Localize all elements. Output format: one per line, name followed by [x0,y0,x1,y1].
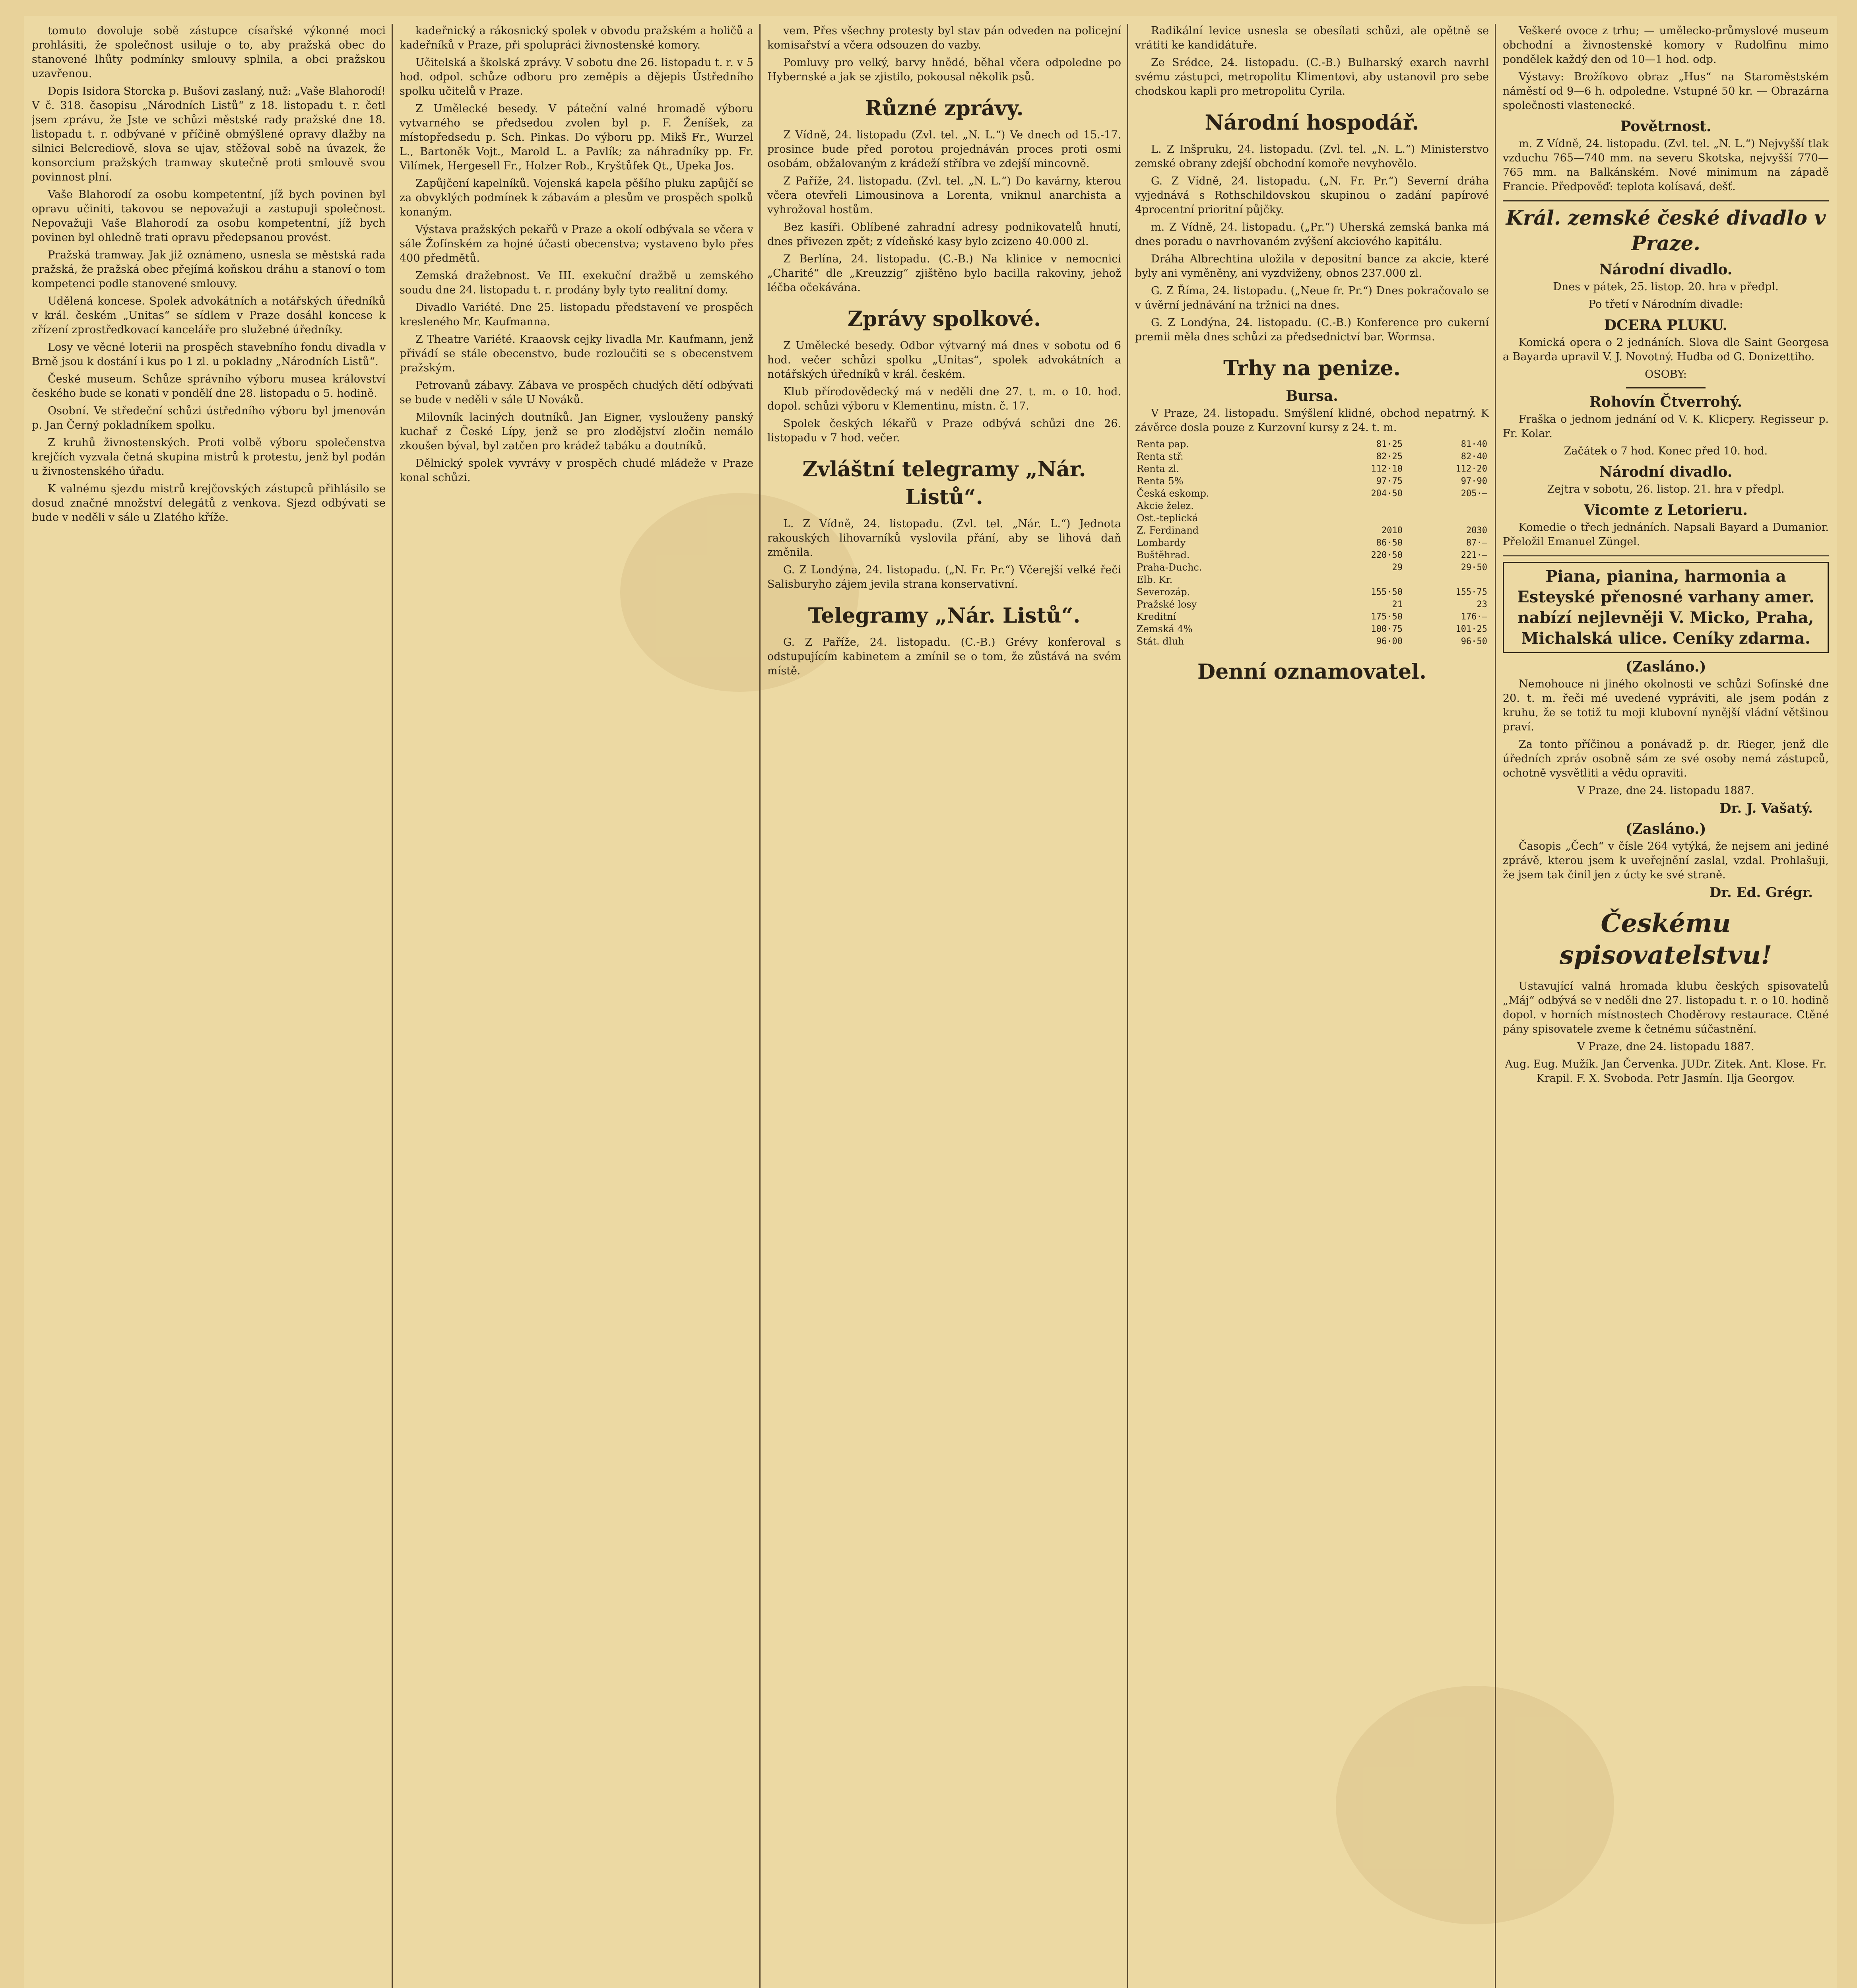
market-name: Renta 5% [1137,476,1184,487]
market-name: Česká eskomp. [1137,488,1209,499]
market-bid: 175·50 [1371,612,1403,622]
market-name: Elb. Kr. [1137,574,1173,585]
article: Z kruhů živnostenských. Proti volbě výboru společenstva krejčích vyzvala četná skupina mistrů k protestu, jenž byl podán u živnostenského úřadu. [32,437,386,478]
article: Výstavy: Brožíkovo obraz „Hus“ na Staroměstském náměstí od 9—6 h. odpoledne. Vstupné 50 kr. — Obrazárna společnosti vlastenecké. [1503,71,1829,112]
article: Veškeré ovoce z trhu; — umělecko-průmyslové museum obchodní a živnostenské komory v Rudolfinu mimo pondělek každý den od 10—1 hod. odp. [1503,25,1829,66]
market-row [1135,586,1489,598]
national-theater-heading: Národní divadlo. [1599,261,1733,278]
market-row [1135,561,1489,574]
market-ask: 96·50 [1461,637,1487,646]
market-bid: 112·10 [1371,464,1403,474]
article: Učitelská a školská zprávy. V sobotu dne 26. listopadu t. r. v 5 hod. odpol. schůze odboru pro zeměpis a dějepis Ústředního spolku učitelů v Praze. [400,56,753,97]
article: G. Z Londýna, 24. listopadu. („N. Fr. Pr.“) Včerejší velké řeči Salisburyho zájem jevila strana konservativní. [767,564,1121,590]
market-row [1135,450,1489,463]
market-ask: 155·75 [1455,587,1487,597]
market-name: Renta stř. [1137,451,1184,462]
article: Radikální levice usnesla se obesílati schůzi, ale opětně se vrátiti ke kandidátuře. [1135,25,1489,51]
author-call-text: Ustavující valná hromada klubu českých spisovatelů „Máj“ odbývá se v neděli dne 27. listopadu t. r. o 10. hodině dopol. v horních místnostech Choděrovy restaurace. Ctěné pány spisovatele zveme k četnému súčastnění. [1503,980,1829,1035]
market-bid: 96·00 [1376,637,1403,646]
market-bid: 97·75 [1376,476,1403,486]
article: G. Z Londýna, 24. listopadu. (C.-B.) Konference pro cukerní premii měla dnes schůzi za předsednictví bar. Wormsa. [1135,316,1489,343]
weather-heading: Povětrnost. [1620,118,1711,135]
market-name: Renta pap. [1137,439,1189,450]
article: Ze Srédce, 24. listopadu. (C.-B.) Bulharský exarch navrhl svému zástupci, metropolitu Klimentovi, aby ustanovil pro sebe chodskou kapli pro metropolitu Cyrila. [1135,56,1489,97]
article: Divadlo Variété. Dne 25. listopadu představení ve prospěch kresleného Mr. Kaufmanna. [400,301,753,328]
weather-text: m. Z Vídně, 24. listopadu. (Zvl. tel. „N. L.“) Nejvyšší tlak vzduchu 765—740 mm. na severu Skotska, nejvyšší 770—765 mm. na Balkánském. Nové minimum na západě Francie. Předpověď: teplota kolísavá, dešť. [1503,138,1829,193]
theater-play: DCERA PLUKU. [1604,317,1728,334]
column-divider [1495,24,1496,1988]
theater-second-play: Vicomte z Letorieru. [1583,502,1748,518]
article: L. Z Inšpruku, 24. listopadu. (Zvl. tel. „N. L.“) Ministerstvo zemské obrany zdejší obchodní komoře nevyhovělo. [1135,143,1489,170]
market-ask: 97·90 [1461,476,1487,486]
newspaper-page [24,16,1837,1988]
article: České museum. Schůze správního výboru musea království českého bude se konati v pondělí dne 28. listopadu o 5. hodině. [32,373,386,400]
theater-box [1503,200,1829,557]
market-row [1135,500,1489,512]
column-divider [392,24,393,1988]
market-row [1135,611,1489,623]
theater-second-date: Zejtra v sobotu, 26. listop. 21. hra v předpl. [1547,483,1785,495]
market-name: Zemská 4% [1137,623,1193,635]
other-play-title: Rohovín Čtverrohý. [1589,394,1742,410]
market-ask: 221·— [1461,550,1487,560]
article: Vaše Blahorodí za osobu kompetentní, jíž bych povinen byl opravu učiniti, takovou se nepovažuji a zastupuji společnost. Nepovažuji Vaše Blahorodí za osobu kompetentní, jíž bych povinen byl ohledně trati opravu předepsanou provést. [32,188,386,244]
market-bid: 100·75 [1371,624,1403,634]
market-name: Ost.-teplická [1137,513,1198,524]
article: tomuto dovoluje sobě zástupce císařské výkonné moci prohlásiti, že společnost usiluje o to, aby pražská obec do stanovené lhůty podmínky smlouvy splnila, a obci pražskou uzavřenou. [32,25,386,80]
market-ask: 205·— [1461,489,1487,499]
article: L. Z Vídně, 24. listopadu. (Zvl. tel. „Nár. L.“) Jednota rakouských lihovarníků vyslovila přání, aby se lihová daň změnila. [767,518,1121,559]
divider [1626,387,1706,388]
market-table [1135,438,1489,648]
theater-start: Začátek o 7 hod. Konec před 10. hod. [1564,445,1768,457]
market-name: Z. Ferdinand [1137,525,1199,536]
market-row [1135,512,1489,524]
market-row [1135,574,1489,586]
market-row [1135,487,1489,500]
article: Spolek českých lékařů v Praze odbývá schůzi dne 26. listopadu v 7 hod. večer. [767,417,1121,444]
market-name: Renta zl. [1137,463,1180,474]
article: Zapůjčení kapelníků. Vojenská kapela pěšího pluku zapůjčí se za obvyklých podmínek k zábavám a plesům ve prospěch spolků konaným. [400,177,753,218]
column-divider [1127,24,1128,1988]
zaslano-text: Za tonto příčinou a ponávadž p. dr. Rieger, jenž dle úředních zpráv osobně sám ze své osoby nemá zástupců, ochotně vysvětliti a vědu opraviti. [1503,738,1829,779]
article: Udělená koncese. Spolek advokátních a notářských úředníků v král. českém „Unitas“ se sídlem v Praze dosáhl koncese k zřízení zprostředkovací kanceláře pro služebné úředníky. [32,295,386,336]
theater-second-desc: Komedie o třech jednáních. Napsali Bayard a Dumanior. Přeložil Emanuel Züngel. [1503,521,1829,548]
zaslano-text: Nemohouce ni jiného okolnosti ve schůzi Sofínské dne 20. t. m. řeči mé uvedené vypráviti, ale jsem podán z kruhu, že se totiž tu moji klubovní nynější vládní většinou praví. [1503,678,1829,733]
market-row [1135,598,1489,611]
market-ask: 81·40 [1461,439,1487,449]
column-5 [1503,24,1829,1988]
market-bid [1319,500,1404,512]
market-name: Stát. dluh [1137,636,1184,647]
market-row [1135,438,1489,450]
section-heading-market: Trhy na penize. [1223,356,1401,381]
market-ask [1404,574,1489,586]
market-ask: 112·20 [1455,464,1487,474]
market-ask: 87·— [1466,538,1487,548]
market-name: Kreditní [1137,611,1176,622]
article: Z Berlína, 24. listopadu. (C.-B.) Na klinice v nemocnici „Charité“ dle „Kreuzzig“ zjištěno bylo bacilla rakoviny, jehož léčba očekávána. [767,253,1121,294]
author-call-heading: Českému spisovatelstvu! [1559,909,1772,970]
article: Z Umělecké besedy. V páteční valné hromadě výboru vytvarného se předsedou zvolen byl p. F. Ženíšek, za místopředsedu p. Sch. Pinkas. Do výboru pp. Mikš Fr., Wurzel L., Bartoněk Vojt., Marold L. a Pavlík; za náhradníky pp. Fr. Vilímek, Hergesell Fr., Holzer Rob., Kryštůfek Qt., Upeka Jos. [400,103,753,172]
article: G. Z Říma, 24. listopadu. („Neue fr. Pr.“) Dnes pokračovalo se v úvěrní jednávání na tržnici na dnes. [1135,285,1489,311]
market-row [1135,524,1489,537]
bursa-heading: Bursa. [1286,388,1338,404]
signature-gregr: Dr. Ed. Grégr. [1709,885,1813,901]
article: m. Z Vídně, 24. listopadu. („Pr.“) Uherská zemská banka má dnes poradu o navrhovaném zvýšení akciového kapitálu. [1135,221,1489,248]
other-play-desc: Fraška o jednom jednání od V. K. Klicpery. Regisseur p. Fr. Kolar. [1503,413,1829,440]
market-bid: 204·50 [1371,489,1403,499]
article: Pomluvy pro velký, barvy hnědé, běhal včera odpoledne po Hybernské a jak se zjistilo, pokousal několik psů. [767,56,1121,83]
market-bid: 2010 [1382,526,1403,536]
market-bid [1319,512,1404,524]
market-row [1135,463,1489,475]
article: kadeřnický a rákosnický spolek v obvodu pražském a holičů a kadeřníků v Praze, při spolupráci živnostenské komory. [400,25,753,51]
national-theater-heading-2: Národní divadlo. [1599,464,1733,480]
market-name: Lombardy [1137,537,1186,548]
signature-vasaty: Dr. J. Vašatý. [1719,800,1813,816]
article: Z Theatre Variété. Kraaovsk cejky livadla Mr. Kaufmann, jenž přivádí se stále obecenstvo, bude rozloučiti se s obecenstvem pražským. [400,333,753,374]
section-heading-telegrams: Zvláštní telegramy „Nár. Listů“. [802,457,1086,509]
section-heading-economy: Národní hospodář. [1205,111,1419,135]
article: Výstava pražských pekařů v Praze a okolí odbývala se včera v sále Žofínském za hojné účasti obecenstva; vystaveno bylo přes 400 předmětů. [400,223,753,264]
piano-ad: Piana, pianina, harmonia a Esteyské přenosné varhany amer. nabízí nejlevněji V. Mickо, Praha, Michalská ulice. Ceníky zdarma. [1503,562,1829,653]
market-bid: 86·50 [1376,538,1403,548]
market-row [1135,475,1489,487]
market-ask: 2030 [1466,526,1487,536]
article: G. Z Paříže, 24. listopadu. (C.-B.) Grévy konferoval s odstupujícím kabinetem a zmínil se o tom, že zůstává na svém místě. [767,636,1121,677]
article: Pražská tramway. Jak již oznámeno, usnesla se městská rada pražská, že pražská obec přejímá koňskou dráhu a stanoví o tom kompetenci podle stanovené smlouvy. [32,249,386,290]
market-row [1135,635,1489,648]
market-name: Akcie želez. [1137,500,1194,511]
market-bid: 82·25 [1376,452,1403,462]
theater-persons: OSOBY: [1645,368,1687,381]
market-ask: 82·40 [1461,452,1487,462]
article: Z Umělecké besedy. Odbor výtvarný má dnes v sobotu od 6 hod. večer schůzi spolku „Unitas“, spolek advokátních a notářských úředníků v král. českém. [767,340,1121,381]
article: vem. Přes všechny protesty byl stav pán odveden na policejní komisařství a včera odsouzen do vazby. [767,25,1121,51]
market-name: Praha-Duchc. [1137,562,1202,573]
article: Bez kasíři. Oblíbené zahradní adresy podnikovatelů hnutí, dnes přivezen zpět; z vídeňské kasy bylo zcizeno 40.000 zl. [767,221,1121,248]
article: Dopis Isidora Storcka p. Bušovi zaslaný, nuž: „Vaše Blahorodí! V č. 318. časopisu „Národních Listů“ z 18. listopadu t. r. četl jsem zprávu, že Jste ve schůzi městské rady pražské dne 18. listopadu t. r. odbývané v příčině obmýšlené opravy dlažby na silnici Belcrediově, slova se ujav, stěžoval sobě na úvazek, že konsorcium pražských tramway skutečně proti smlouvě svou povinnost plní. [32,85,386,183]
column-2 [400,24,753,1988]
market-bid: 155·50 [1371,587,1403,597]
section-heading-daily: Denní oznamovatel. [1197,660,1426,684]
article: Dráha Albrechtina uložila v depositní bance za akcie, které byly ani vyměněny, ani vyzdviženy, obnos 237.000 zl. [1135,253,1489,280]
theater-play-line: Po třetí v Národním divadle: [1588,298,1743,311]
market-intro: V Praze, 24. listopadu. Smýšlení klidné, obchod nepatrný. K závěrce dosla pouze z Kurzovní kursy z 24. t. m. [1135,407,1489,434]
market-bid: 81·25 [1376,439,1403,449]
theater-desc: Komická opera o 2 jednáních. Slova dle Saint Georgesa a Bayarda upravil V. J. Novotný. Hudba od G. Donizettiho. [1503,336,1829,363]
market-row [1135,549,1489,561]
zaslano-heading-2: (Zasláno.) [1625,821,1706,837]
article: Z Vídně, 24. listopadu (Zvl. tel. „N. L.“) Ve dnech od 15.-17. prosince bude před porotou projednáván proces proti osmi osobám, obžalovaným z krádeží stříbra ve zdejší mincovně. [767,129,1121,170]
section-heading-clubs: Zprávy spolkové. [847,307,1041,331]
theater-date: Dnes v pátek, 25. listop. 20. hra v předpl. [1553,281,1779,293]
market-ask: 23 [1477,600,1487,610]
column-1 [32,24,386,1988]
market-name: Pražské losy [1137,599,1197,610]
section-heading-misc: Různé zprávy. [865,96,1024,120]
article: Z Paříže, 24. listopadu. (Zvl. tel. „N. L.“) Do kavárny, kterou včera otevřeli Limousinova a Lorenta, vniknul anarchista a vyhrožoval hostům. [767,175,1121,216]
market-row [1135,623,1489,635]
author-call-date: V Praze, dne 24. listopadu 1887. [1577,1041,1754,1053]
article: Losy ve věcné loterii na prospěch stavebního fondu divadla v Brně jsou k dostání i kus po 1 zl. u pokladny „Národních Listů“. [32,341,386,368]
article: Milovník laciných doutníků. Jan Eigner, vyslouženy panský kuchař z České Lípy, jenž se pro zlodějství zločin nemálo zkoušen býval, byl zatčen pro krádež tabáku a doutníků. [400,411,753,452]
market-bid: 220·50 [1371,550,1403,560]
zaslano-heading: (Zasláno.) [1625,658,1706,675]
section-heading-telegrams-2: Telegramy „Nár. Listů“. [808,604,1081,628]
article: Zemská dražebnost. Ve III. exekuční dražbě u zemského soudu dne 24. listopadu t. r. prodány byly tyto realitní domy. [400,270,753,296]
market-bid: 21 [1392,600,1403,610]
market-ask [1404,500,1489,512]
column-3 [767,24,1121,1988]
article: Osobní. Ve středeční schůzi ústředního výboru byl jmenován p. Jan Černý pokladníkem spolku. [32,405,386,431]
column-divider [759,24,761,1988]
market-ask: 101·25 [1455,624,1487,634]
market-bid [1319,574,1404,586]
zaslano-date: V Praze, dne 24. listopadu 1887. [1577,784,1754,797]
market-ask: 29·50 [1461,563,1487,573]
market-name: Severozáp. [1137,586,1190,598]
market-bid: 29 [1392,563,1403,573]
article: G. Z Vídně, 24. listopadu. („N. Fr. Pr.“) Severní dráha vyjednává s Rothschildovskou skupinou o zadání papírové 4procentní prioritní půjčky. [1135,175,1489,216]
column-4 [1135,24,1489,1988]
article: K valnému sjezdu mistrů krejčovských zástupců přihlásilo se dosud značné množství delegátů z venkova. Sjezd odbývati se bude v neděli v sále u Zlatého kříže. [32,483,386,524]
market-ask: 176·— [1461,612,1487,622]
author-names: Aug. Eug. Mužík. Jan Červenka. JUDr. Zitek. Ant. Klose. Fr. Krapil. F. X. Svoboda. Petr Jasmín. Ilja Georgov. [1505,1058,1827,1085]
market-ask [1404,512,1489,524]
article: Klub přírodovědecký má v neděli dne 27. t. m. o 10. hod. dopol. schůzi výboru v Klementinu, místn. č. 17. [767,386,1121,412]
market-name: Buštěhrad. [1137,549,1190,561]
article: Dělnický spolek vyvrávy v prospěch chudé mládeže v Praze konal schůzi. [400,457,753,484]
zaslano2-text: Časopis „Čech“ v čísle 264 vytýká, že nejsem ani jediné zprávě, kterou jsem k uveřejnění zaslal, vzdal. Prohlašuji, že jsem tak činil jen z úcty ke své straně. [1503,840,1829,881]
theater-title: Král. zemské české divadlo v Praze. [1506,206,1826,255]
market-row [1135,537,1489,549]
article: Petrovanů zábavy. Zábava ve prospěch chudých dětí odbývati se bude v neděli v sále U Nováků. [400,379,753,406]
